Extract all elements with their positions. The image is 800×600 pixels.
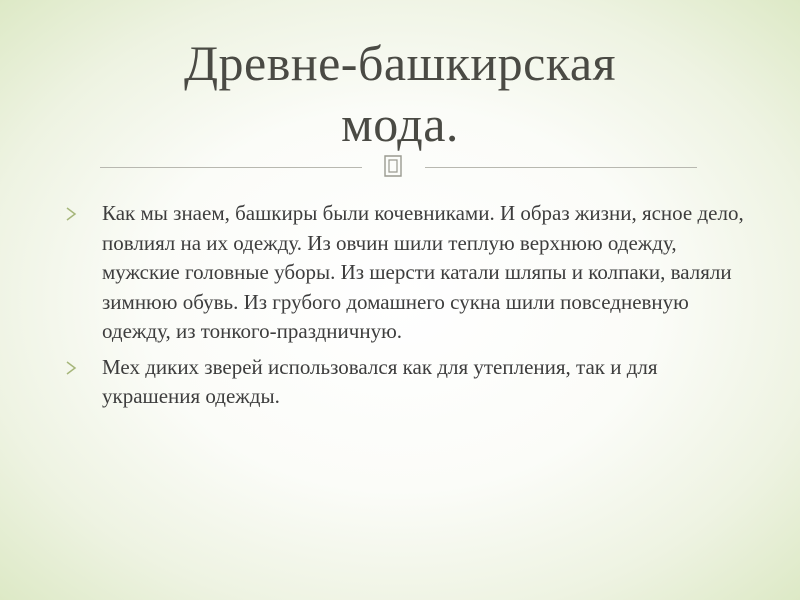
slide-title-line-1: Древне-башкирская bbox=[183, 35, 617, 91]
bullet-list bbox=[65, 199, 755, 418]
chevron-bullet-icon bbox=[65, 361, 77, 375]
slide-title-line-2: мода. bbox=[341, 96, 459, 152]
bullet-text-2: Мех диких зверей использовался как для утепления, так и для украшения одежды. bbox=[102, 354, 658, 408]
title-divider-right bbox=[425, 167, 697, 168]
slide-title bbox=[60, 33, 740, 155]
bullet-item-2 bbox=[65, 353, 755, 412]
bullet-item-1 bbox=[65, 199, 755, 347]
chevron-bullet-icon bbox=[65, 207, 77, 221]
bullet-text-1: Как мы знаем, башкиры были кочевниками. И образ жизни, ясное дело, повлиял на их одежду. Из овчин шили теплую верхнюю одежду, мужские головные уборы. Из шерсти катали шляпы и колпаки, валяли зимнюю обувь. Из грубого домашнего сукна шили повседневную одежду, из тонкого-праздничную. bbox=[102, 201, 744, 343]
ornament-icon bbox=[382, 153, 404, 179]
title-divider-left bbox=[100, 167, 362, 168]
